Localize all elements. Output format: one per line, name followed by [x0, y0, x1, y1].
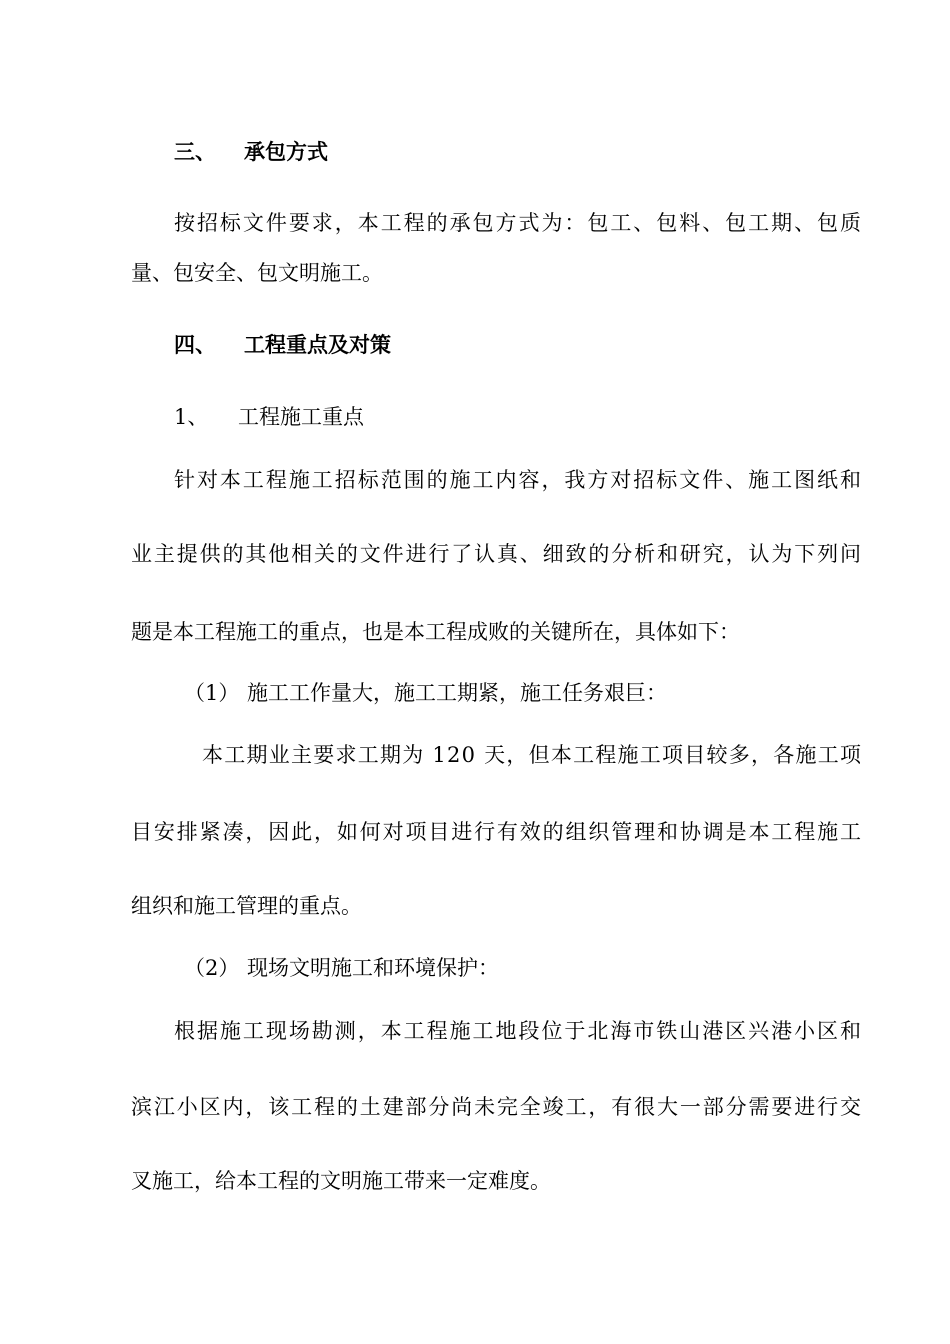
item-1-paragraph-line-2: 目安排紧凑，因此，如何对项目进行有效的组织管理和协调是本工程施工	[131, 820, 863, 844]
intro-paragraph-line-1: 针对本工程施工招标范围的施工内容，我方对招标文件、施工图纸和	[174, 468, 863, 492]
item-1-paragraph-line-3: 组织和施工管理的重点。	[131, 894, 362, 918]
intro-paragraph-line-2: 业主提供的其他相关的文件进行了认真、细致的分析和研究，认为下列问	[131, 542, 863, 566]
subsection-1-number: 1、	[174, 405, 209, 429]
subsection-1-title: 工程施工重点	[238, 405, 364, 429]
section-4-heading	[174, 330, 391, 360]
item-2-heading	[184, 953, 499, 983]
section-3-paragraph-line-1: 按招标文件要求，本工程的承包方式为：包工、包料、包工期、包质	[174, 211, 863, 235]
section-3-number: 三、	[174, 139, 216, 164]
section-3-title: 承包方式	[244, 139, 328, 164]
item-1-heading	[184, 678, 667, 708]
section-4-title: 工程重点及对策	[244, 332, 391, 357]
subsection-1-heading	[174, 402, 364, 432]
item-2-paragraph-line-3: 叉施工，给本工程的文明施工带来一定难度。	[131, 1169, 551, 1193]
item-2-paragraph-line-1: 根据施工现场勘测，本工程施工地段位于北海市铁山港区兴港小区和	[174, 1019, 863, 1043]
section-3-paragraph-line-2: 量、包安全、包文明施工。	[131, 261, 383, 285]
section-4-number: 四、	[174, 332, 216, 357]
item-2-title: 现场文明施工和环境保护：	[247, 956, 499, 980]
item-2-paragraph-line-2: 滨江小区内，该工程的土建部分尚未完全竣工，有很大一部分需要进行交	[131, 1095, 863, 1119]
intro-paragraph-line-3: 题是本工程施工的重点，也是本工程成败的关键所在，具体如下：	[131, 620, 740, 644]
section-3-heading	[174, 137, 328, 167]
item-1-number: （1）	[184, 681, 240, 705]
item-1-title: 施工工作量大，施工工期紧，施工任务艰巨：	[247, 681, 667, 705]
item-2-number: （2）	[184, 956, 240, 980]
item-1-paragraph-line-1: 本工期业主要求工期为 120 天，但本工程施工项目较多，各施工项	[202, 743, 863, 767]
